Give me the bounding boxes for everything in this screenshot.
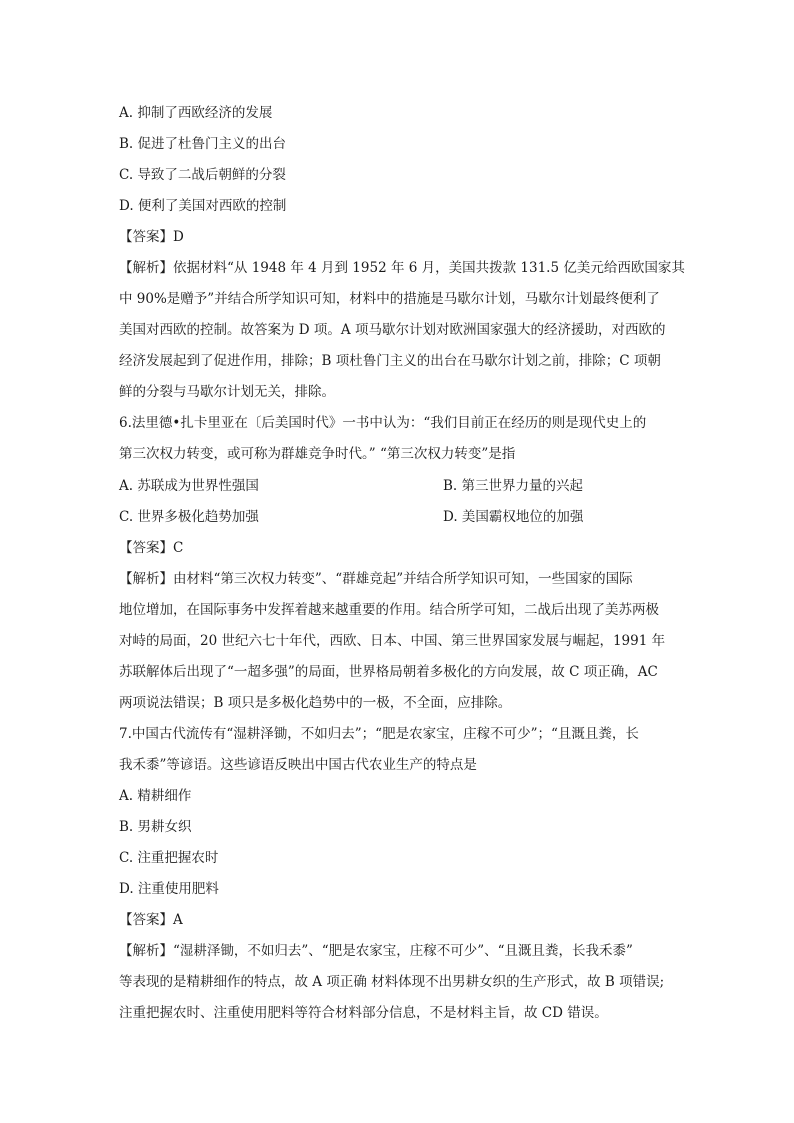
q7-stem-line-2: 我禾黍”等谚语。这些谚语反映出中国古代农业生产的特点是 — [119, 757, 477, 773]
q6-analysis-line-2: 地位增加，在国际事务中发挥着越来越重要的作用。结合所学可知，二战后出现了美苏两极 — [119, 602, 659, 618]
q5-option-a: A. 抑制了西欧经济的发展 — [119, 105, 273, 121]
analysis-tag: 【解析】 — [119, 260, 173, 276]
q7-option-c: C. 注重把握农时 — [119, 850, 219, 866]
q7-option-a: A. 精耕细作 — [119, 788, 192, 804]
analysis-tag: 【解析】 — [119, 943, 173, 959]
answer-tag: 【答案】 — [119, 912, 173, 928]
q6-option-b: B. 第三世界力量的兴起 — [443, 478, 584, 494]
answer-value: C — [173, 540, 184, 556]
analysis-text: 由材料“第三次权力转变”、“群雄竞起”并结合所学知识可知，一些国家的国际 — [173, 571, 633, 587]
q5-option-c: C. 导致了二战后朝鲜的分裂 — [119, 167, 286, 183]
q7-answer — [119, 910, 679, 930]
q6-stem-line-1: 6.法里德•扎卡里亚在〔后美国时代》一书中认为：“我们目前正在经历的则是现代史上的 — [119, 415, 647, 431]
q5-option-b: B. 促进了杜鲁门主义的出台 — [119, 136, 287, 152]
q7-option-b: B. 男耕女织 — [119, 819, 192, 835]
q6-analysis-line-5: 两项说法错误；B 项只是多极化趋势中的一极，不全面，应排除。 — [119, 695, 512, 711]
analysis-tag: 【解析】 — [119, 571, 173, 587]
q6-analysis-line-4: 苏联解体后出现了“一超多强”的局面，世界格局朝着多极化的方向发展，故 C 项正确，AC — [119, 664, 658, 680]
answer-value: A — [173, 912, 183, 928]
analysis-text: 依据材料“从 1948 年 4 月到 1952 年 6 月，美国共拨款 131.5 亿美元给西欧国家其 — [173, 260, 685, 276]
answer-value: D — [173, 229, 184, 245]
q5-analysis-line-3: 美国对西欧的控制。故答案为 D 项。A 项马歇尔计划对欧洲国家强大的经济援助，对西欧的 — [119, 322, 666, 338]
answer-tag: 【答案】 — [119, 540, 173, 556]
q6-analysis-line-3: 对峙的局面，20 世纪六七十年代，西欧、日本、中国、第三世界国家发展与崛起，1991 年 — [119, 633, 666, 649]
q6-analysis-line-1 — [119, 569, 679, 589]
q5-analysis-line-1 — [119, 258, 685, 278]
q6-answer — [119, 538, 679, 558]
q5-analysis-line-4: 经济发展起到了促进作用，排除；B 项杜鲁门主义的出台在马歇尔计划之前，排除；C 项朝 — [119, 353, 661, 369]
q7-stem-line-1: 7.中国古代流传有“湿耕泽锄，不如归去”；“肥是农家宝，庄稼不可少”；“且溉且粪，长 — [119, 726, 639, 742]
q7-analysis-line-2: 等表现的是精耕细作的特点，故 A 项正确 材料体现不出男耕女织的生产形式，故 B 项错误; — [119, 974, 665, 990]
q6-option-c: C. 世界多极化趋势加强 — [119, 509, 259, 525]
q6-option-d: D. 美国霸权地位的加强 — [443, 509, 584, 525]
q7-analysis-line-3: 注重把握农时、注重使用肥料等符合材料部分信息，不是材料主旨，故 CD 错误。 — [119, 1005, 608, 1021]
q5-analysis-line-2: 中 90%是赠予”并结合所学知识可知，材料中的措施是马歇尔计划，马歇尔计划最终便利了 — [119, 291, 660, 307]
q5-answer — [119, 227, 679, 247]
q7-analysis-line-1 — [119, 941, 679, 961]
q5-option-d: D. 便利了美国对西欧的控制 — [119, 198, 287, 214]
q5-analysis-line-5: 鲜的分裂与马歇尔计划无关，排除。 — [119, 384, 335, 400]
analysis-text: “湿耕泽锄，不如归去”、“肥是农家宝，庄稼不可少”、“且溉且粪，长我禾黍” — [173, 943, 633, 959]
q7-option-d: D. 注重使用肥料 — [119, 881, 219, 897]
answer-tag: 【答案】 — [119, 229, 173, 245]
q6-option-a: A. 苏联成为世界性强国 — [119, 478, 259, 494]
q6-stem-line-2: 第三次权力转变，或可称为群雄竞争时代。” “第三次权力转变”是指 — [119, 446, 516, 462]
